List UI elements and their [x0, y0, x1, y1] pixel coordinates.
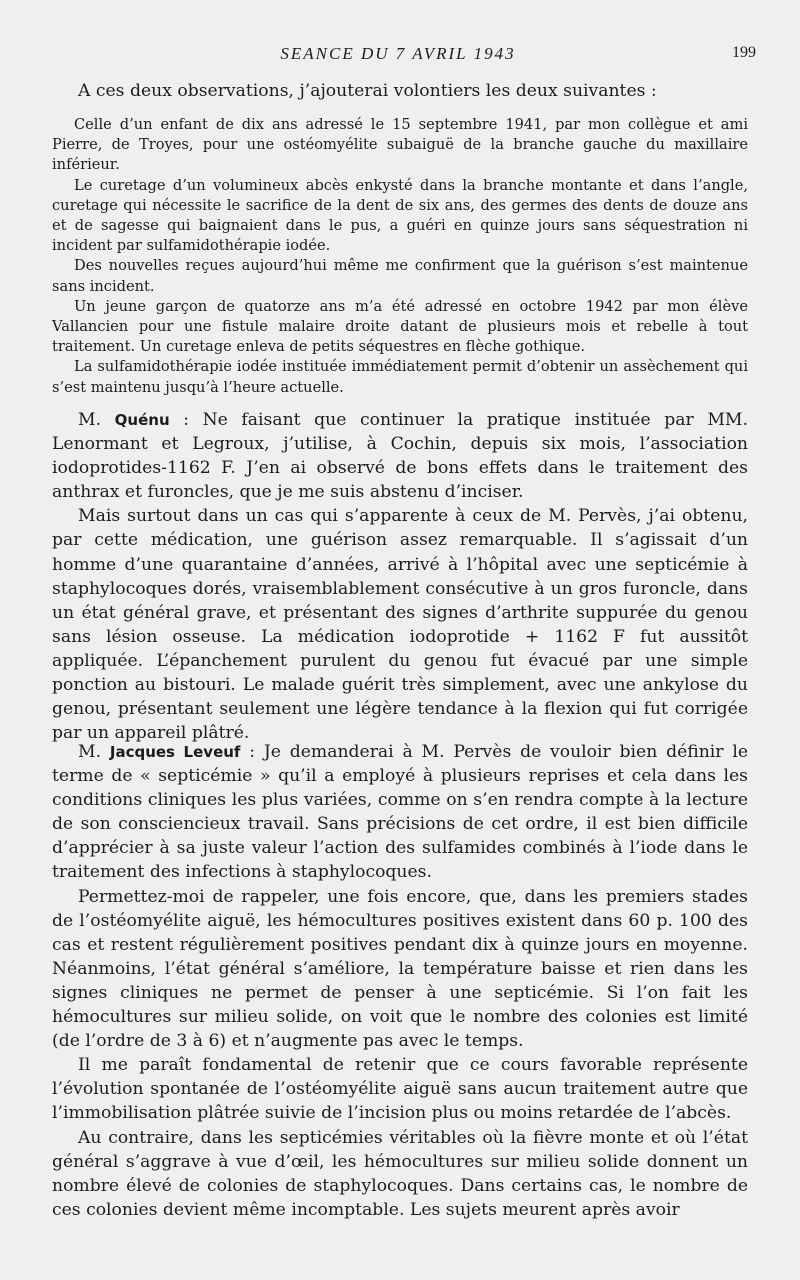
leveuf-paragraph: Au contraire, dans les septicémies véritables où la fièvre monte et où l’état général s’aggrave à vue d’œil, les hémocultures sur milieu solide donnent un nombre élevé de colonies de staphylocoques. Dans certains cas, le nombre de ces colonies devient même incomptable. Les sujets meurent après avoir [52, 1127, 748, 1220]
quenu-remarks [52, 408, 748, 745]
quenu-paragraph [52, 408, 748, 504]
speaker-prefix: M. [78, 410, 115, 430]
observation-paragraph: La sulfamidothérapie iodée instituée immédiatement permit d’obtenir un assèchement qui s’est maintenu jusqu’à l’heure actuelle. [52, 358, 748, 396]
leveuf-paragraph [52, 740, 748, 885]
intro-sentence: A ces deux observations, j’ajouterai volontiers les deux suivantes : [78, 81, 657, 101]
leveuf-remarks [52, 740, 748, 1222]
observations-section [52, 115, 748, 398]
speaker-name: Quénu [114, 411, 170, 429]
leveuf-paragraph: Il me paraît fondamental de retenir que ce cours favorable représente l’évolution spontanée de l’ostéomyélite aiguë sans aucun traitement autre que l’immobilisation plâtrée suivie de l’incision plus ou moins retardée de l’abcès. [52, 1055, 748, 1124]
observation-paragraph: Le curetage d’un volumineux abcès enkysté dans la branche montante et dans l’angle, curetage qui nécessite le sacrifice de la dent de six ans, des germes des dents de douze ans et de sagesse qui baignaient dans le pus, a guéri en quinze jours sans séquestration ni incident par sulfamidothérapie iodée. [52, 176, 748, 255]
quenu-paragraph: Mais surtout dans un cas qui s’apparente à ceux de M. Pervès, j’ai obtenu, par cette médication, une guérison assez remarquable. Il s’agissait d’un homme d’une quarantaine d’années, arrivé à l’hôpital avec une septicémie à staphylocoques dorés, vraisemblablement consécutive à un gros furoncle, dans un état général grave, et présentant des signes d’arthrite suppurée du genou sans lésion osseuse. La médication iodoprotide + 1162 F fut aussitôt appliquée. L’épanchement purulent du genou fut évacué par une simple ponction au bistouri. Le malade guérit très simplement, avec une ankylose du genou, présentant seulement une légère tendance à la flexion qui fut corrigée par un appareil plâtré. [52, 506, 748, 744]
observation-paragraph: Des nouvelles reçues aujourd’hui même me confirment que la guérison s’est maintenue sans incident. [52, 257, 748, 295]
observation-paragraph: Celle d’un enfant de dix ans adressé le 15 septembre 1941, par mon collègue et ami Pierre, de Troyes, pour une ostéomyélite subaiguë de la branche gauche du maxillaire inférieur. [52, 116, 748, 174]
running-header [40, 44, 756, 68]
speaker-name: Jacques Leveuf [109, 743, 241, 761]
quenu-text: : Ne faisant que continuer la pratique instituée par MM. Lenormant et Legroux, j’utilise, à Cochin, depuis six mois, l’association iodoprotides-1162 F. J’en ai observé de bons effets dans le traitement des anthrax et furoncles, que je me suis abstenu d’inciser. [52, 410, 748, 503]
leveuf-text: : Je demanderai à M. Pervès de vouloir bien définir le terme de « septicémie » qu’il a employé à plusieurs reprises et cela dans les conditions cliniques les plus variées, comme on s’en rendra compte à la lecture de son consciencieux travail. Sans précisions de cet ordre, il est bien difficile d’apprécier à sa juste valeur l’action des sulfamides combinés à l’iode dans le traitement des infections à staphylocoques. [52, 742, 748, 883]
observation-paragraph: Un jeune garçon de quatorze ans m’a été adressé en octobre 1942 par mon élève Vallancien pour une fistule malaire droite datant de plusieurs mois et rebelle à tout traitement. Un curetage enleva de petits séquestres en flèche gothique. [52, 297, 748, 356]
running-title: SEANCE DU 7 AVRIL 1943 [280, 44, 516, 63]
leveuf-paragraph: Permettez-moi de rappeler, une fois encore, que, dans les premiers stades de l’ostéomyélite aiguë, les hémocultures positives existent dans 60 p. 100 des cas et restent régulièrement positives pendant dix à quinze jours en moyenne. Néanmoins, l’état général s’améliore, la température baisse et rien dans les signes cliniques ne permet de penser à une septicémie. Si l’on fait les hémocultures sur milieu solide, on voit que le nombre des colonies est limité (de l’ordre de 3 à 6) et n’augmente pas avec le temps. [52, 886, 748, 1052]
page-number: 199 [732, 44, 756, 61]
intro-section [52, 79, 748, 103]
speaker-prefix: M. [78, 742, 110, 762]
